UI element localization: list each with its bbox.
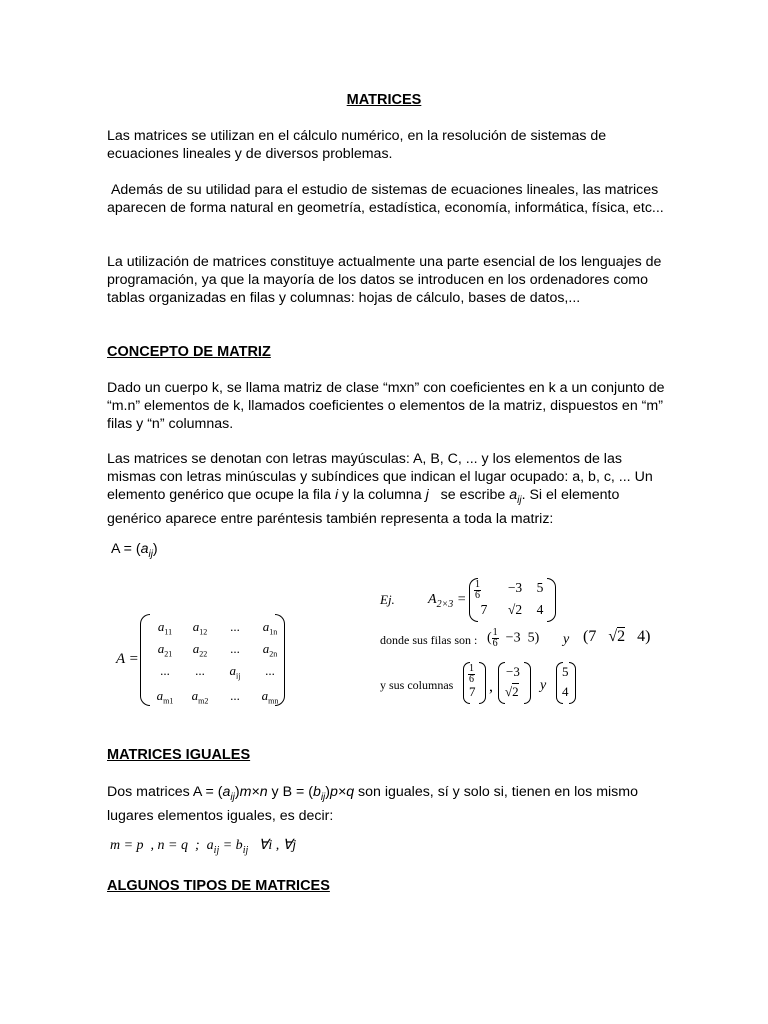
general-matrix-cell: $a_{mn}$ xyxy=(261,688,279,706)
general-matrix-cell: ... xyxy=(230,619,240,634)
general-matrix-cell: $a_{21}$ xyxy=(157,641,173,659)
general-matrix-cell: ... xyxy=(195,663,205,678)
intro-paragraph-1: Las matrices se utilizan en el cálculo numérico, en la resolución de sistemas de ecuaciones lineales y de diversos problemas. xyxy=(107,128,607,162)
general-matrix-cell: ... xyxy=(230,688,240,703)
general-matrix-cell: ... xyxy=(160,663,170,678)
example-cell-2-2: √2 xyxy=(507,602,523,617)
general-matrix-cell: $a_{ij}$ xyxy=(229,663,241,681)
row-vector-2: (7 √2 4) xyxy=(583,628,651,645)
general-matrix-cell: $a_{2n}$ xyxy=(262,641,278,659)
page-title: MATRICES xyxy=(346,92,422,108)
general-matrix-cell: ... xyxy=(265,663,275,678)
iguales-paragraph: Dos matrices $A = (a_{ij})m\times n$ y $B = (b_{ij})p\times q$ son iguales, sí y solo si, tienen en los mismo lugares elementos iguales, es decir: xyxy=(107,784,642,824)
example-matrix-name: $A_{2\times 3}$ = xyxy=(428,592,467,610)
example-cell-2-3: 4 xyxy=(536,602,544,617)
cols-comma-1: , xyxy=(489,678,493,695)
col2-bottom: √2 xyxy=(505,684,519,699)
general-matrix-cell: $a_{11}$ xyxy=(157,619,173,637)
col1-bottom: 7 xyxy=(469,684,476,699)
row-vector-1: ( $\frac{1}{6}$ −3 5) xyxy=(487,627,540,649)
col1-right-paren xyxy=(479,662,486,704)
col2-top: −3 xyxy=(506,664,520,679)
general-matrix-cell: $a_{m1}$ xyxy=(156,688,174,706)
general-matrix-cell: $a_{m2}$ xyxy=(191,688,209,706)
concepto-paragraph-2: Las matrices se denotan con letras mayúsculas: A, B, C, ... y los elementos de las mismas con letras minúsculas y subíndices que indican el lugar ocupado: a, b, c, ... Un elemento genérico que ocupe la fila i y la columna j se escribe $a_{ij}$. Si el elemento genérico aparece entre paréntesis también representa a toda la matriz: xyxy=(107,451,657,527)
general-matrix-cell: $a_{1n}$ xyxy=(262,619,278,637)
concepto-paragraph-1: Dado un cuerpo k, se llama matriz de clase “mxn” con coeficientes en k a un conjunto de “m.n” elementos de k, llamados coeficientes o elementos de la matriz, dispuestos en “m” filas y “n” columnas. xyxy=(107,380,665,432)
col3-top: 5 xyxy=(562,664,569,679)
col2-left-paren xyxy=(498,662,505,704)
section-heading-tipos: ALGUNOS TIPOS DE MATRICES xyxy=(107,878,330,894)
general-matrix-cell: $a_{12}$ xyxy=(192,619,208,637)
intro-paragraph-3: La utilización de matrices constituye actualmente una parte esencial de los lenguajes de programación, ya que la mayoría de los datos se introducen en los ordenadores como tablas organizadas en filas y columnas: hojas de cálculo, bases de datos,... xyxy=(107,254,662,306)
general-matrix-label: A = xyxy=(116,651,139,667)
col1-top: $\frac{1}{6}$ xyxy=(469,663,474,685)
general-matrix-cell: $a_{22}$ xyxy=(192,641,208,659)
rows-y: y xyxy=(563,632,570,647)
notation-line: $A = (a_{ij})$ xyxy=(111,541,158,560)
col3-bottom: 4 xyxy=(562,684,569,699)
example-cell-1-3: 5 xyxy=(536,580,544,595)
example-cell-2-1: 7 xyxy=(480,602,488,617)
cols-y: y xyxy=(540,678,547,693)
col3-right-paren xyxy=(569,662,576,704)
section-heading-concepto: CONCEPTO DE MATRIZ xyxy=(107,344,271,360)
example-cell-1-1: $\frac{1}{6}$ xyxy=(475,579,480,601)
rows-label: donde sus filas son : xyxy=(380,633,478,647)
example-cell-1-2: −3 xyxy=(507,580,523,595)
equality-formula: m = p , n = q ; $a_{ij} = b_{ij}$ ∀i , ∀j xyxy=(110,838,297,856)
intro-paragraph-2: Además de su utilidad para el estudio de sistemas de ecuaciones lineales, las matrices aparecen de forma natural en geometría, estadística, economía, informática, física, etc... xyxy=(107,182,664,216)
cols-label: y sus columnas xyxy=(380,678,454,692)
example-label: Ej. xyxy=(380,592,395,607)
col2-right-paren xyxy=(524,662,531,704)
general-matrix-cell: ... xyxy=(230,641,240,656)
section-heading-iguales: MATRICES IGUALES xyxy=(107,747,251,763)
